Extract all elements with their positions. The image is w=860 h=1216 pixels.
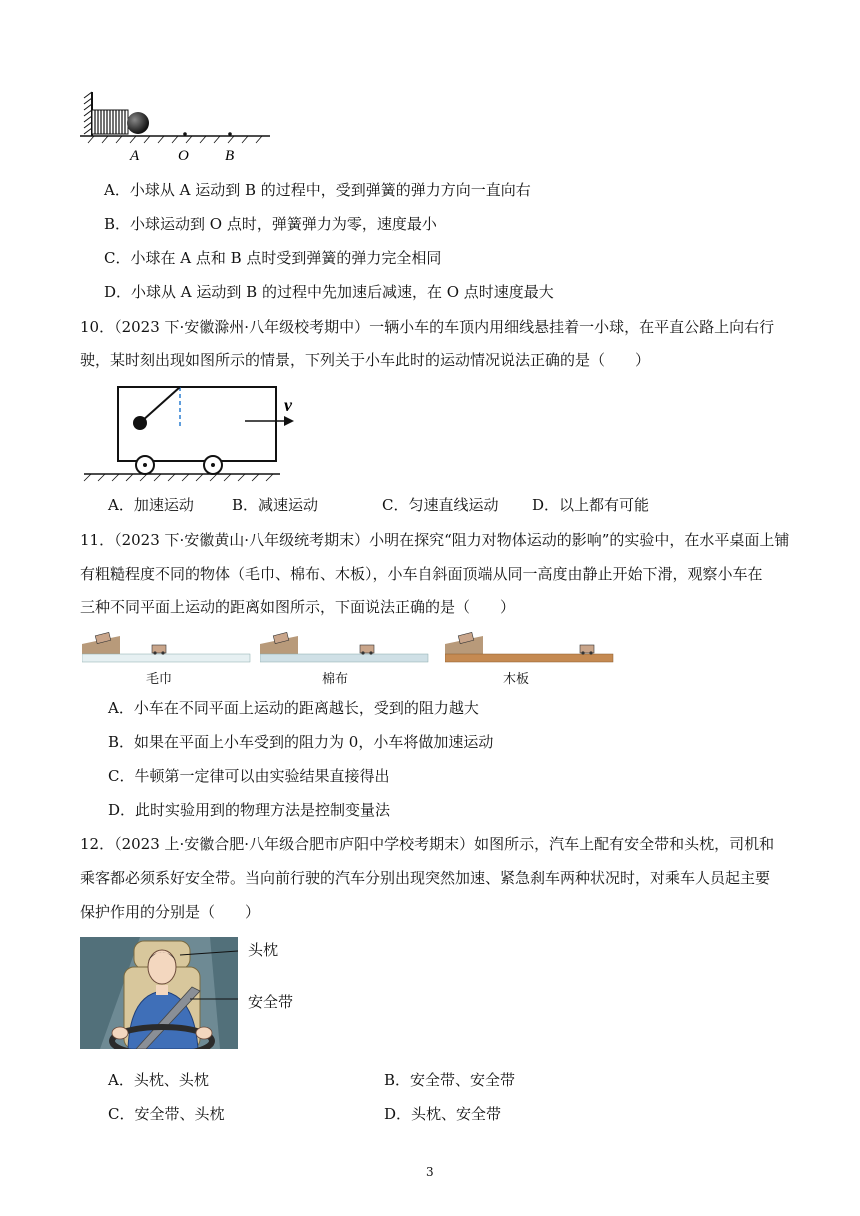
q10-stem-line-2: 驶，某时刻出现如图所示的情景，下列关于小车此时的运动情况说法正确的是（ ） <box>80 351 651 369</box>
q10-stem-line-1: 10．（2023 下·安徽滁州·八年级校考期中）一辆小车的车顶内用细线悬挂着一小球，在平直公路上向右行 <box>80 318 775 336</box>
q9-option-d[interactable]: D．小球从 A 运动到 B 的过程中先加速后减速，在 O 点时速度最大 <box>104 283 554 301</box>
surface-label-towel: 毛巾 <box>146 672 173 687</box>
surface-wood-figure <box>445 632 615 668</box>
surface-towel-figure <box>82 632 252 668</box>
car-pendulum-figure <box>80 385 310 485</box>
q9-option-c[interactable]: C．小球在 A 点和 B 点时受到弹簧的弹力完全相同 <box>104 249 442 267</box>
driver-seatbelt-figure <box>80 937 240 1049</box>
q11-stem-line-1: 11．（2023 下·安徽黄山·八年级统考期末）小明在探究“阻力对物体运动的影响”的实验中，在水平桌面上铺 <box>80 531 790 549</box>
label-B: B <box>225 148 235 164</box>
q12-option-a[interactable]: A．头枕、头枕 <box>108 1071 209 1089</box>
q11-option-b[interactable]: B．如果在平面上小车受到的阻力为 0，小车将做加速运动 <box>108 733 494 751</box>
q12-option-b[interactable]: B．安全带、安全带 <box>384 1071 516 1089</box>
q12-stem-line-3: 保护作用的分别是（ ） <box>80 903 261 921</box>
velocity-label: v <box>284 395 292 415</box>
q10-option-d[interactable]: D．以上都有可能 <box>532 496 650 514</box>
surface-label-cotton: 棉布 <box>322 672 349 687</box>
q10-option-b[interactable]: B．减速运动 <box>232 496 319 514</box>
surface-label-wood: 木板 <box>503 672 530 687</box>
q11-option-a[interactable]: A．小车在不同平面上运动的距离越长，受到的阻力越大 <box>108 699 479 717</box>
label-headrest: 头枕 <box>248 941 279 959</box>
q11-option-c[interactable]: C．牛顿第一定律可以由实验结果直接得出 <box>108 767 390 785</box>
q9-option-a[interactable]: A．小球从 A 运动到 B 的过程中，受到弹簧的弹力方向一直向右 <box>104 181 531 199</box>
label-A: A <box>130 148 140 164</box>
spring-ball-figure <box>80 90 280 165</box>
label-seatbelt: 安全带 <box>248 993 294 1011</box>
q10-option-c[interactable]: C．匀速直线运动 <box>382 496 499 514</box>
q12-stem-line-1: 12．（2023 上·安徽合肥·八年级合肥市庐阳中学校考期末）如图所示，汽车上配有安全带和头枕，司机和 <box>80 835 775 853</box>
q12-option-c[interactable]: C．安全带、头枕 <box>108 1105 225 1123</box>
page-number: 3 <box>426 1165 434 1179</box>
q11-option-d[interactable]: D．此时实验用到的物理方法是控制变量法 <box>108 801 391 819</box>
q10-option-a[interactable]: A．加速运动 <box>108 496 194 514</box>
q12-option-d[interactable]: D．头枕、安全带 <box>384 1105 502 1123</box>
label-O: O <box>178 148 189 164</box>
q11-stem-line-2: 有粗糙程度不同的物体（毛巾、棉布、木板），小车自斜面顶端从同一高度由静止开始下滑，观察小车在 <box>80 565 763 583</box>
q11-stem-line-3: 三种不同平面上运动的距离如图所示，下面说法正确的是（ ） <box>80 598 516 616</box>
q9-option-b[interactable]: B．小球运动到 O 点时，弹簧弹力为零，速度最小 <box>104 215 437 233</box>
surface-cotton-figure <box>260 632 430 668</box>
q12-stem-line-2: 乘客都必须系好安全带。当向前行驶的汽车分别出现突然加速、紧急刹车两种状况时，对乘车人员起主要 <box>80 869 771 887</box>
